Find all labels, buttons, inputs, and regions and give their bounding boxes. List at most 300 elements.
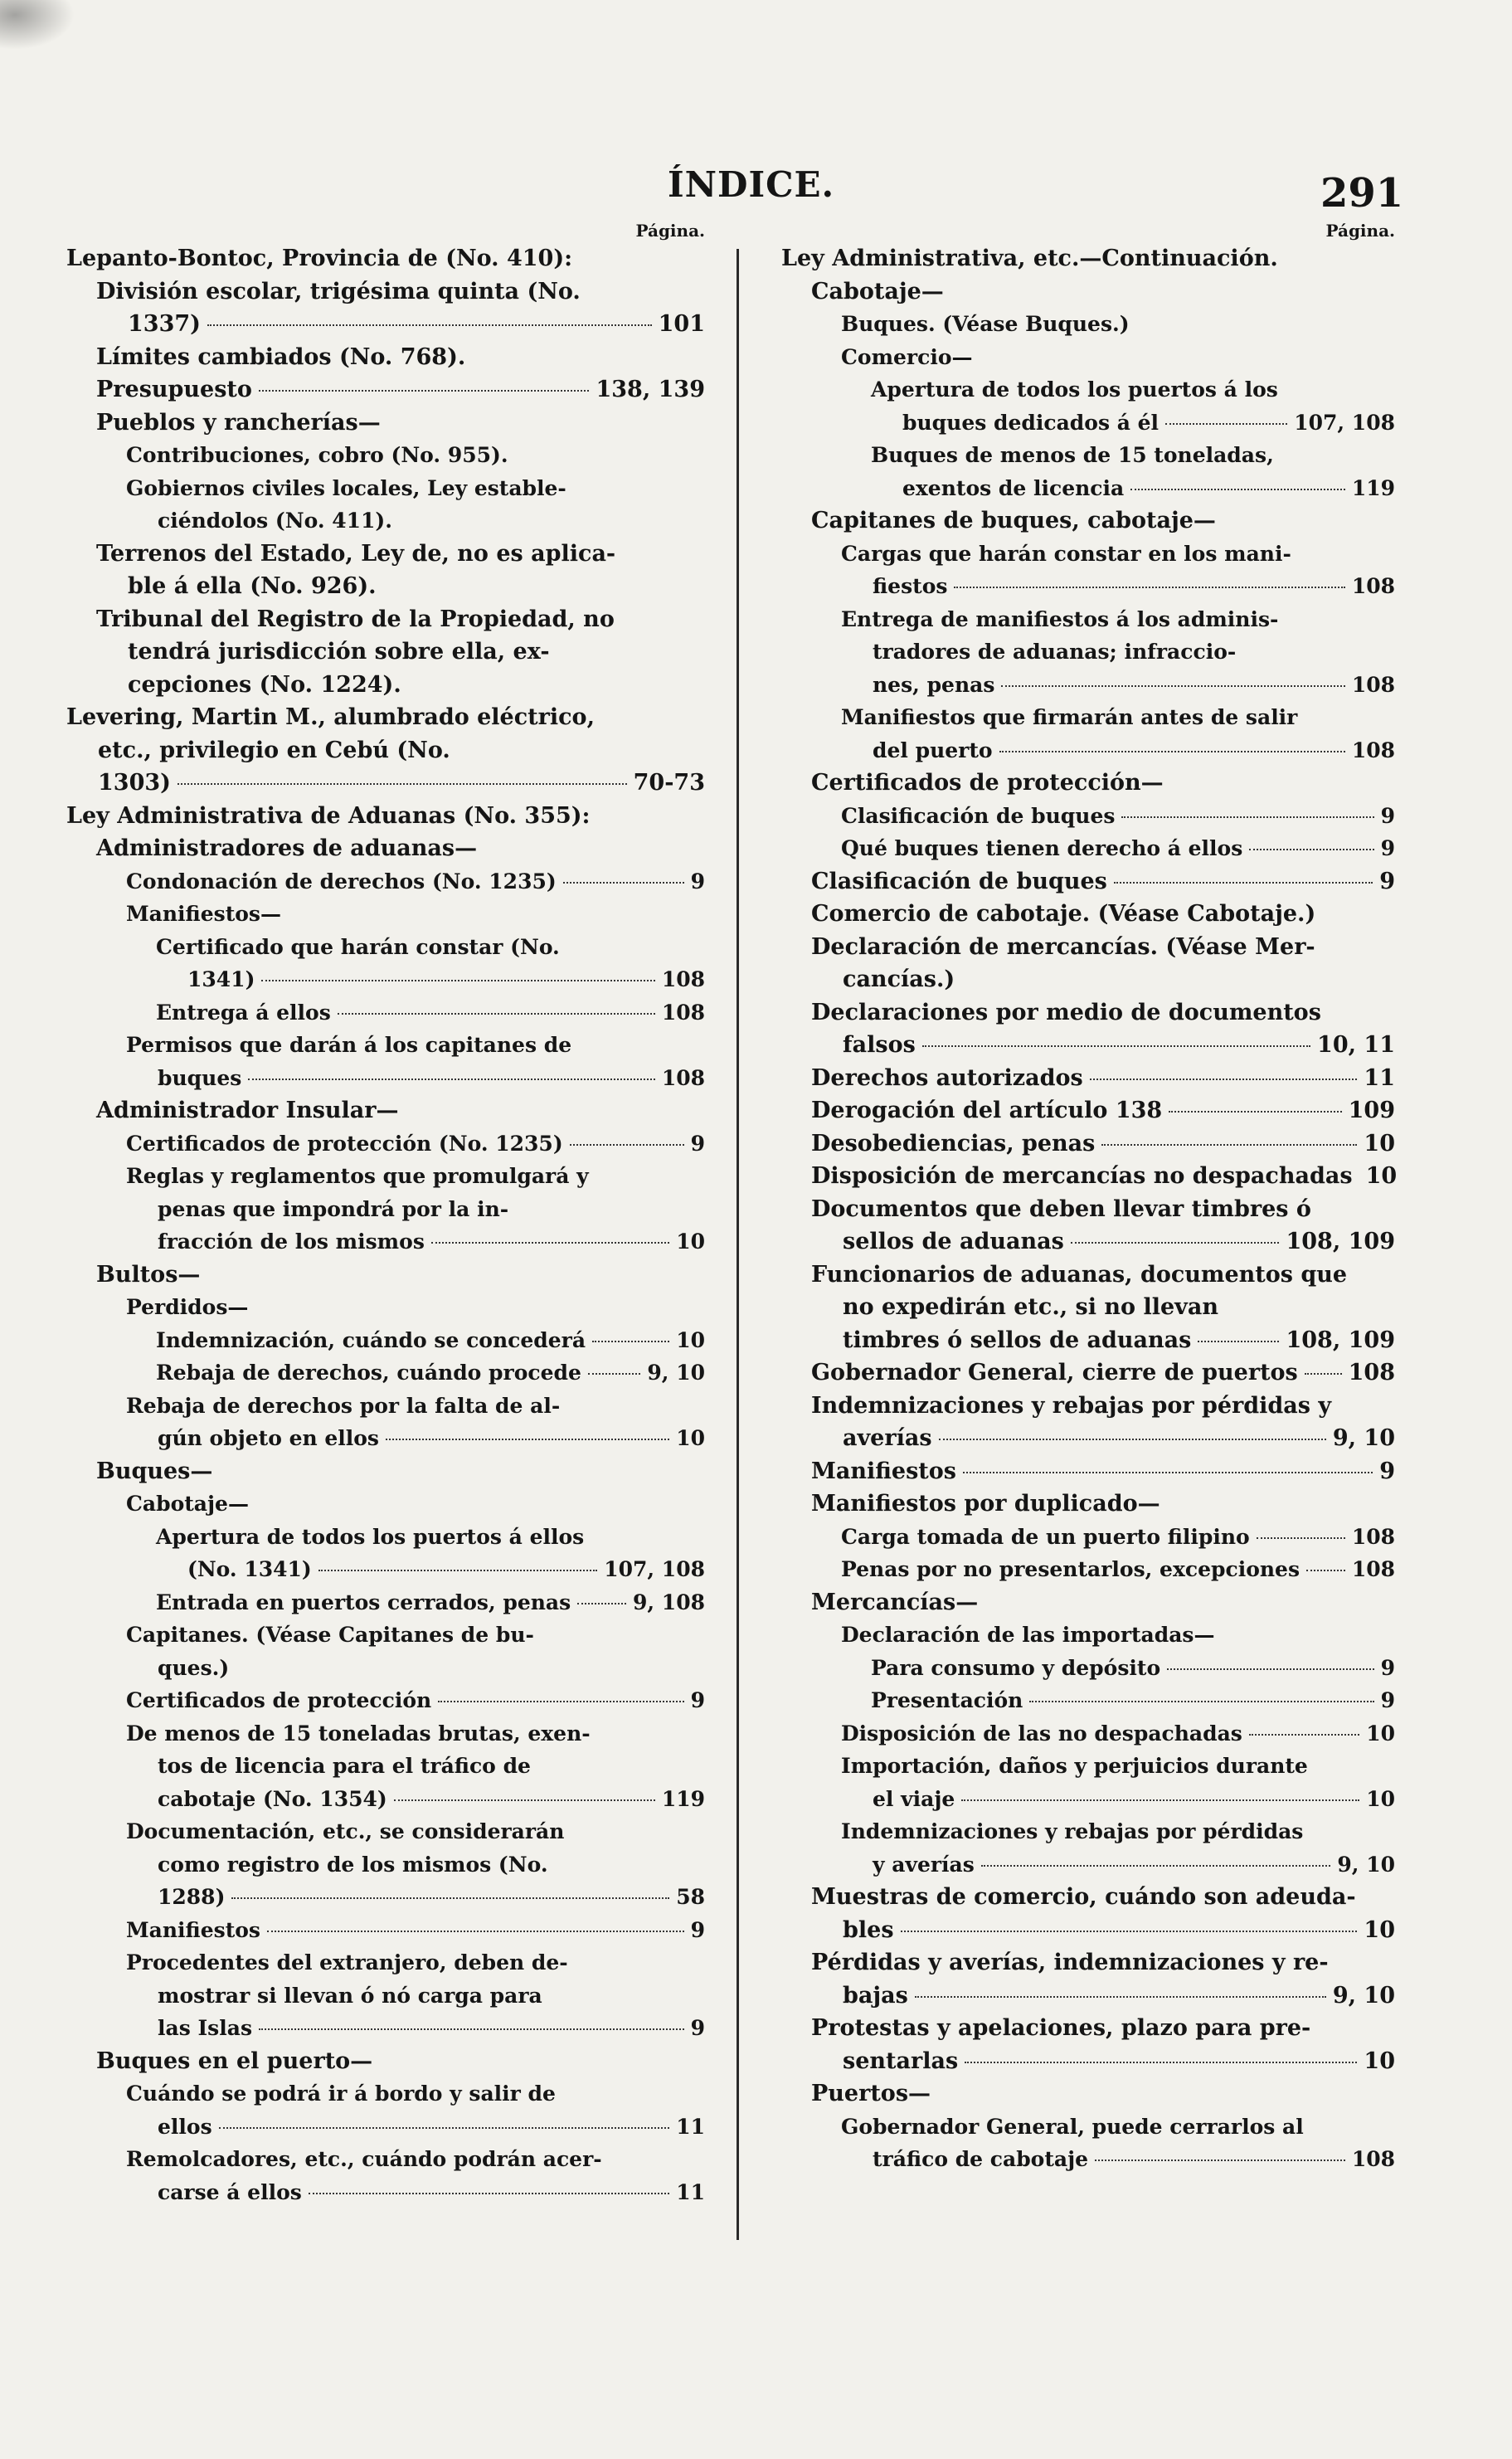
dot-leader — [961, 1799, 1359, 1801]
dot-leader — [1090, 1079, 1358, 1080]
dot-leader — [219, 2127, 670, 2129]
entry-text: Lepanto-Bontoc, Provincia de (No. 410): — [66, 246, 573, 271]
dot-leader — [563, 882, 684, 884]
dot-leader — [939, 1439, 1326, 1440]
index-entry — [781, 1259, 1395, 1357]
entry-page-ref: 9, 108 — [633, 1590, 705, 1614]
index-entry — [781, 1946, 1395, 2012]
entry-text: Documentos que deben llevar timbres ó — [811, 1195, 1311, 1222]
entry-page-ref: 108, 109 — [1286, 1229, 1395, 1254]
entry-page-ref: 109 — [1348, 1098, 1395, 1123]
index-entry — [781, 1390, 1395, 1455]
entry-page-ref: 108, 109 — [1286, 1327, 1395, 1353]
entry-page-ref: 9 — [1380, 1688, 1395, 1712]
entry-text: Gobernador General, puede cerrarlos al — [841, 2114, 1304, 2139]
entry-text: Rebaja de derechos por la falta de al- — [126, 1393, 561, 1418]
entry-text: timbres ó sellos de aduanas — [843, 1327, 1192, 1353]
index-entry — [66, 1717, 705, 1816]
entry-text: Comercio de cabotaje. (Véase Cabotaje.) — [811, 901, 1316, 927]
entry-page-ref: 119 — [661, 1786, 705, 1811]
dot-leader — [259, 390, 590, 392]
index-entry — [781, 1815, 1395, 1881]
entry-text: Ley Administrativa de Aduanas (No. 355): — [66, 802, 591, 829]
entry-text: Cabotaje— — [811, 278, 944, 304]
entry-text: Administradores de aduanas— — [96, 835, 478, 861]
dot-leader — [577, 1603, 626, 1604]
entry-text: buques dedicados á él — [902, 410, 1160, 435]
entry-text: Certificado que harán constar (No. — [156, 934, 560, 959]
index-entry — [66, 2143, 705, 2208]
entry-page-ref: 10 — [1364, 1916, 1395, 1943]
index-entry — [781, 1193, 1395, 1259]
index-entry — [781, 800, 1395, 833]
entry-text: carse á ellos — [158, 2179, 302, 2204]
entry-text: tos de licencia para el tráfico de — [158, 1754, 531, 1778]
entry-page-ref: 10 — [1364, 1130, 1395, 1156]
entry-page-ref: 11 — [676, 2179, 705, 2204]
dot-leader — [1249, 1734, 1359, 1736]
entry-text: Manifiestos— — [126, 902, 281, 926]
entry-text: Gobiernos civiles locales, Ley estable- — [126, 475, 566, 500]
index-entry — [781, 1717, 1395, 1751]
dot-leader — [1101, 1144, 1357, 1146]
index-entry — [781, 1127, 1395, 1161]
entry-text: Apertura de todos los puertos á ellos — [156, 1524, 585, 1549]
entry-page-ref: 9 — [690, 1131, 705, 1156]
index-entry — [781, 1160, 1398, 1193]
dot-leader — [318, 1570, 597, 1571]
entry-text: Certificados de protección— — [811, 770, 1164, 796]
entry-text: 1288) — [158, 1885, 226, 1909]
dot-leader — [1071, 1242, 1280, 1244]
dot-leader — [1130, 489, 1345, 490]
entry-text: Pueblos y rancherías— — [96, 409, 381, 436]
index-entry — [66, 407, 705, 440]
dot-leader — [1249, 849, 1373, 850]
entry-text: 1303) — [98, 770, 171, 796]
index-entry — [66, 1684, 705, 1717]
page-stain — [0, 0, 75, 50]
entry-page-ref: 108 — [1348, 1360, 1395, 1385]
entry-text: Buques de menos de 15 toneladas, — [871, 443, 1274, 467]
entry-text: Entrega á ellos — [156, 1000, 331, 1025]
entry-text: Cuándo se podrá ir á bordo y salir de — [126, 2082, 556, 2106]
index-entry — [781, 1094, 1395, 1127]
entry-text: Buques— — [96, 1458, 213, 1484]
index-entry — [781, 1619, 1395, 1652]
entry-text: Terrenos del Estado, Ley de, no es aplica- — [96, 540, 616, 567]
page-number: 291 — [1320, 170, 1404, 217]
dot-leader — [338, 1013, 655, 1015]
entry-text: Buques en el puerto— — [96, 2048, 373, 2074]
entry-text: sellos de aduanas — [843, 1229, 1064, 1254]
entry-page-ref: 10 — [1364, 2048, 1395, 2074]
entry-page-ref: 107, 108 — [604, 1557, 705, 1581]
entry-text: De menos de 15 toneladas brutas, exen- — [126, 1721, 591, 1746]
entry-text: Clasificación de buques — [841, 803, 1116, 828]
dot-leader — [999, 751, 1345, 752]
dot-leader — [261, 980, 654, 981]
entry-text: ciéndolos (No. 411). — [158, 509, 392, 533]
entry-text: Clasificación de buques — [811, 868, 1107, 894]
index-entry — [66, 832, 705, 865]
entry-page-ref: 108 — [1351, 738, 1395, 762]
dot-leader — [259, 2028, 684, 2030]
dot-leader — [915, 1996, 1326, 1998]
pagina-label: Página. — [1325, 221, 1395, 241]
dot-leader — [207, 324, 652, 326]
dot-leader — [386, 1439, 669, 1440]
index-entry — [781, 2012, 1395, 2077]
entry-text: ble á ella (No. 926). — [128, 573, 377, 599]
entry-text: Manifiestos — [126, 1917, 260, 1942]
entry-text: Indemnizaciones y rebajas por pérdidas — [841, 1819, 1304, 1843]
index-entry — [781, 832, 1395, 865]
entry-text: Qué buques tienen derecho á ellos — [841, 836, 1243, 860]
index-entry — [781, 1586, 1395, 1619]
dot-leader — [1029, 1701, 1373, 1702]
entry-text: Presupuesto — [96, 377, 252, 402]
entry-page-ref: 10 — [1365, 1163, 1398, 1189]
page-header-title: ÍNDICE. — [668, 164, 835, 205]
dot-leader — [1167, 1668, 1373, 1670]
index-entry — [66, 1521, 705, 1586]
entry-text: buques — [158, 1065, 242, 1090]
index-entry — [66, 1488, 705, 1521]
entry-text: Condonación de derechos (No. 1235) — [126, 869, 557, 894]
entry-page-ref: 138, 139 — [596, 377, 705, 402]
entry-text: Mercancías— — [811, 1589, 979, 1615]
entry-text: Gobernador General, cierre de puertos — [811, 1360, 1298, 1385]
entry-text: Rebaja de derechos, cuándo procede — [156, 1361, 581, 1385]
index-entry — [66, 1259, 705, 1292]
entry-text: Entrada en puertos cerrados, penas — [156, 1590, 571, 1614]
entry-text: Contribuciones, cobro (No. 955). — [126, 443, 508, 467]
entry-text: Buques. (Véase Buques.) — [841, 312, 1130, 336]
entry-page-ref: 108 — [661, 1000, 705, 1025]
index-entry — [66, 1815, 705, 1914]
index-entry — [66, 701, 705, 800]
index-column-right — [781, 219, 1398, 2176]
index-entry — [66, 1291, 705, 1324]
entry-text: Disposición de las no despachadas — [841, 1721, 1242, 1746]
entry-page-ref: 10 — [676, 1230, 705, 1254]
index-entry — [66, 242, 705, 275]
dot-leader — [267, 1931, 684, 1932]
dot-leader — [248, 1079, 655, 1080]
dot-leader — [954, 587, 1344, 588]
entry-text: Manifiestos que firmarán antes de salir — [841, 705, 1298, 729]
dot-leader — [1001, 685, 1344, 687]
index-column-left — [66, 219, 705, 2208]
index-entry — [781, 1521, 1395, 1554]
index-entry — [781, 1652, 1395, 1685]
entry-text: 1337) — [128, 311, 201, 337]
entry-text: Cargas que harán constar en los mani- — [841, 541, 1291, 566]
entry-text: Límites cambiados (No. 768). — [96, 343, 466, 370]
entry-page-ref: 119 — [1351, 475, 1395, 500]
entry-text: Procedentes del extranjero, deben de- — [126, 1950, 568, 1975]
entry-text: Carga tomada de un puerto filipino — [841, 1524, 1250, 1549]
entry-page-ref: 9, 10 — [1332, 1982, 1395, 2009]
dot-leader — [922, 1045, 1310, 1047]
entry-text: ellos — [158, 2114, 212, 2139]
entry-page-ref: 9 — [690, 1917, 705, 1942]
entry-page-ref: 10 — [676, 1426, 705, 1450]
entry-text: Remolcadores, etc., cuándo podrán acer- — [126, 2147, 602, 2171]
entry-text: Penas por no presentarlos, excepciones — [841, 1557, 1301, 1581]
index-entry — [781, 603, 1395, 702]
entry-text: (No. 1341) — [187, 1557, 312, 1581]
index-entry — [66, 1946, 705, 2045]
entry-text: sentarlas — [843, 2048, 959, 2074]
entry-page-ref: 58 — [676, 1885, 705, 1909]
index-entry — [66, 373, 705, 407]
entry-page-ref: 108 — [1351, 672, 1395, 697]
index-entry — [66, 439, 705, 472]
dot-leader — [1165, 423, 1287, 425]
index-entry — [781, 341, 1395, 374]
index-entry — [781, 373, 1395, 439]
dot-leader — [177, 783, 627, 785]
dot-leader — [438, 1701, 683, 1702]
index-entry — [66, 2077, 705, 2143]
dot-leader — [1306, 1570, 1345, 1571]
dot-leader — [981, 1865, 1331, 1867]
index-entry — [781, 767, 1395, 800]
entry-text: Cabotaje— — [126, 1492, 249, 1516]
index-entry — [66, 996, 705, 1030]
entry-text: las Islas — [158, 2016, 253, 2040]
index-entry — [781, 1750, 1395, 1815]
entry-page-ref: 108 — [661, 1065, 705, 1090]
entry-text: Declaraciones por medio de documentos — [811, 999, 1321, 1025]
entry-page-ref: 9 — [1380, 1655, 1395, 1680]
entry-page-ref: 10 — [1366, 1786, 1395, 1811]
entry-text: Bultos— — [96, 1261, 201, 1288]
index-entry — [781, 865, 1395, 898]
entry-page-ref: 108 — [661, 967, 705, 991]
entry-text: Puertos— — [811, 2081, 931, 2106]
entry-text: Pérdidas y averías, indemnizaciones y re- — [811, 1950, 1329, 1975]
entry-text: no expedirán etc., si no llevan — [843, 1294, 1218, 1320]
index-entry — [66, 1914, 705, 1947]
index-entry — [781, 931, 1395, 996]
entry-page-ref: 70-73 — [633, 770, 705, 796]
index-entry — [66, 1029, 705, 1094]
dot-leader — [431, 1242, 669, 1244]
entry-page-ref: 10 — [1366, 1721, 1395, 1746]
index-entries — [781, 242, 1398, 2176]
index-entry — [781, 898, 1395, 931]
entry-text: y averías — [873, 1852, 975, 1877]
index-entry — [66, 472, 705, 538]
index-entries — [66, 242, 705, 2208]
entry-text: cancías.) — [843, 967, 955, 992]
entry-text: Administrador Insular— — [96, 1098, 399, 1123]
index-entry — [66, 1127, 705, 1161]
entry-page-ref: 9 — [1380, 803, 1395, 828]
entry-text: nes, penas — [873, 672, 995, 697]
entry-text: tendrá jurisdicción sobre ella, ex- — [128, 639, 550, 665]
dot-leader — [1114, 882, 1373, 884]
entry-text: División escolar, trigésima quinta (No. — [96, 278, 581, 304]
entry-text: Manifiestos — [811, 1458, 956, 1484]
entry-text: Tribunal del Registro de la Propiedad, no — [96, 606, 615, 632]
entry-text: mostrar si llevan ó nó carga para — [158, 1983, 542, 2008]
entry-page-ref: 9 — [690, 2016, 705, 2040]
index-entry — [781, 996, 1395, 1062]
index-entry — [66, 2045, 705, 2078]
entry-text: Documentación, etc., se considerarán — [126, 1819, 565, 1843]
index-entry — [66, 1324, 705, 1357]
index-entry — [66, 1619, 705, 1684]
index-entry — [66, 931, 705, 996]
index-entry — [781, 1356, 1395, 1390]
index-entry — [66, 1586, 705, 1619]
entry-text: tradores de aduanas; infraccio- — [873, 640, 1237, 664]
entry-text: Permisos que darán á los capitanes de — [126, 1033, 572, 1057]
entry-text: Levering, Martin M., alumbrado eléctrico, — [66, 704, 595, 730]
index-entry — [781, 1455, 1395, 1488]
dot-leader — [1305, 1373, 1342, 1375]
entry-page-ref: 108 — [1351, 2147, 1395, 2171]
index-entry — [66, 898, 705, 931]
index-entry — [781, 439, 1395, 504]
entry-text: Declaración de las importadas— — [841, 1623, 1215, 1647]
dot-leader — [592, 1341, 669, 1342]
entry-text: Reglas y reglamentos que promulgará y — [126, 1164, 589, 1188]
entry-text: ques.) — [158, 1655, 230, 1680]
entry-text: Para consumo y depósito — [871, 1655, 1161, 1680]
index-entry — [781, 275, 1395, 309]
entry-text: Apertura de todos los puertos á los — [871, 377, 1278, 402]
entry-text: Entrega de manifiestos á los adminis- — [841, 606, 1279, 631]
entry-text: Indemnización, cuándo se concederá — [156, 1327, 586, 1352]
dot-leader — [394, 1799, 655, 1801]
dot-leader — [901, 1931, 1358, 1932]
entry-text: bles — [843, 1916, 894, 1943]
entry-page-ref: 10 — [676, 1327, 705, 1352]
dot-leader — [1257, 1537, 1345, 1539]
index-entry — [781, 1488, 1395, 1521]
entry-page-ref: 11 — [1364, 1064, 1395, 1091]
dot-leader — [963, 1472, 1373, 1473]
entry-text: averías — [843, 1425, 932, 1451]
entry-page-ref: 108 — [1351, 1524, 1395, 1549]
dot-leader — [1169, 1111, 1341, 1113]
entry-text: falsos — [843, 1032, 916, 1058]
entry-page-ref: 9, 10 — [647, 1361, 705, 1385]
entry-text: penas que impondrá por la in- — [158, 1196, 509, 1221]
entry-text: Derechos autorizados — [811, 1064, 1083, 1091]
dot-leader — [231, 1897, 669, 1899]
index-entry — [66, 1356, 705, 1390]
entry-text: fiestos — [873, 574, 948, 598]
entry-text: fracción de los mismos — [158, 1230, 425, 1254]
dot-leader — [309, 2193, 669, 2194]
entry-page-ref: 108 — [1351, 574, 1395, 598]
index-entry — [781, 2077, 1395, 2111]
index-entry — [66, 341, 705, 374]
entry-page-ref: 9 — [1379, 868, 1395, 894]
entry-page-ref: 9, 10 — [1332, 1425, 1395, 1451]
entry-text: Importación, daños y perjuicios durante — [841, 1754, 1308, 1778]
entry-text: Muestras de comercio, cuándo son adeuda- — [811, 1884, 1356, 1910]
entry-text: exentos de licencia — [902, 475, 1125, 500]
entry-text: Comercio— — [841, 344, 973, 369]
entry-text: Protestas y apelaciones, plazo para pre- — [811, 2015, 1311, 2041]
entry-text: Funcionarios de aduanas, documentos que — [811, 1261, 1348, 1288]
entry-text: Presentación — [871, 1688, 1023, 1712]
entry-text: Certificados de protección (No. 1235) — [126, 1131, 563, 1156]
entry-text: etc., privilegio en Cebú (No. — [98, 737, 450, 763]
index-entry — [781, 701, 1395, 767]
entry-text: Perdidos— — [126, 1295, 249, 1319]
entry-text: Ley Administrativa, etc.—Continuación. — [781, 246, 1278, 271]
index-entry — [66, 800, 705, 833]
entry-page-ref: 9 — [690, 1688, 705, 1712]
index-entry — [781, 1881, 1395, 1946]
entry-text: bajas — [843, 1982, 908, 2009]
index-entry — [781, 1062, 1395, 1095]
entry-text: Declaración de mercancías. (Véase Mer- — [811, 933, 1315, 960]
dot-leader — [965, 2062, 1357, 2063]
entry-page-ref: 9, 10 — [1337, 1852, 1395, 1877]
entry-text: Certificados de protección — [126, 1688, 432, 1712]
index-entry — [781, 538, 1395, 603]
index-entry — [781, 2111, 1395, 2176]
index-entry — [781, 1553, 1395, 1586]
entry-page-ref: 10, 11 — [1317, 1032, 1395, 1058]
index-entry — [66, 538, 705, 603]
index-entry — [781, 242, 1395, 275]
entry-page-ref: 9 — [1380, 836, 1395, 860]
dot-leader — [1121, 816, 1373, 818]
index-entry — [66, 1390, 705, 1455]
entry-text: 1341) — [187, 967, 255, 991]
index-entry — [781, 1684, 1395, 1717]
entry-text: cepciones (No. 1224). — [128, 671, 401, 698]
index-entry — [66, 1160, 705, 1259]
entry-text: Disposición de mercancías no despachadas — [811, 1163, 1353, 1189]
index-entry — [66, 865, 705, 898]
index-entry — [781, 308, 1395, 341]
entry-page-ref: 101 — [658, 311, 705, 337]
entry-text: del puerto — [873, 738, 993, 762]
entry-text: el viaje — [873, 1786, 955, 1811]
dot-leader — [588, 1373, 641, 1375]
entry-text: Capitanes. (Véase Capitanes de bu- — [126, 1623, 534, 1647]
entry-text: Desobediencias, penas — [811, 1130, 1096, 1156]
entry-page-ref: 9 — [1379, 1458, 1395, 1484]
index-entry — [66, 275, 705, 341]
index-entry — [781, 504, 1395, 538]
entry-page-ref: 9 — [690, 869, 705, 894]
pagina-label: Página. — [635, 221, 705, 241]
entry-text: Manifiestos por duplicado— — [811, 1491, 1160, 1517]
entry-text: tráfico de cabotaje — [873, 2147, 1089, 2171]
entry-text: Capitanes de buques, cabotaje— — [811, 508, 1216, 533]
entry-text: Derogación del artículo 138 — [811, 1098, 1163, 1123]
dot-leader — [1198, 1341, 1279, 1342]
dot-leader — [1095, 2160, 1345, 2161]
column-divider — [737, 249, 739, 2240]
entry-text: gún objeto en ellos — [158, 1426, 380, 1450]
entry-text: como registro de los mismos (No. — [158, 1852, 548, 1877]
dot-leader — [570, 1144, 684, 1146]
index-entry — [66, 603, 705, 702]
